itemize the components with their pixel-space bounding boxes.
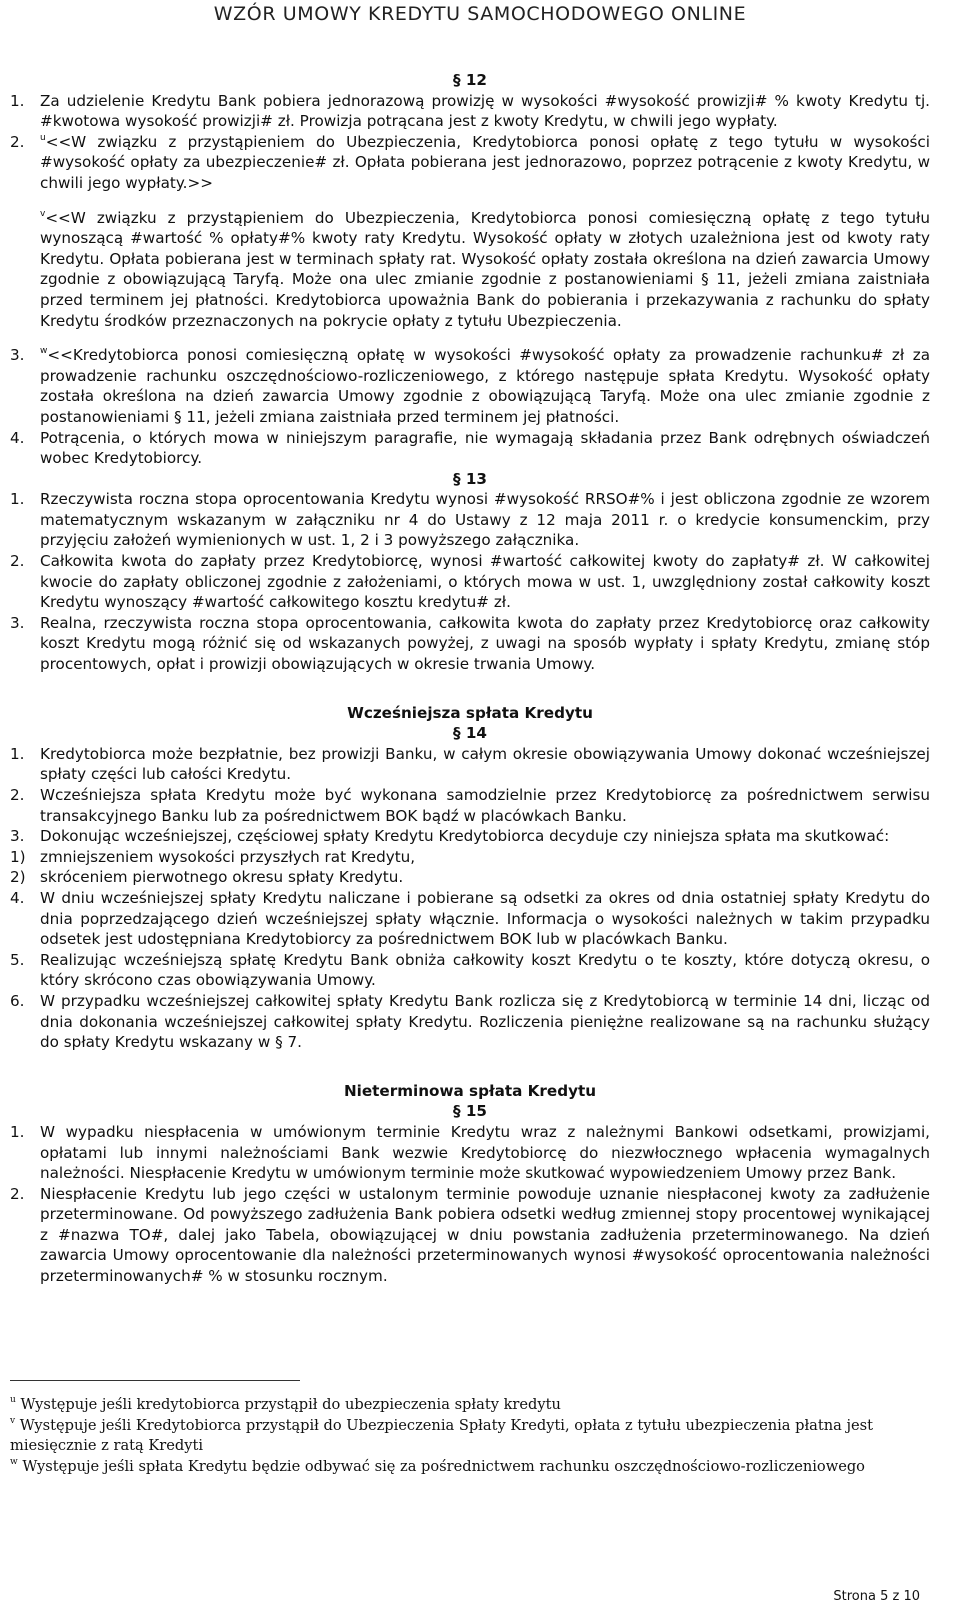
s13-item-3: 3. Realna, rzeczywista roczna stopa oprocentowania, całkowita kwota do zapłaty przez Kredytobiorcę oraz całkowity koszt Kredytu mogą różnić się od wskazanych powyżej, z uwagi na sposób wypłaty i spłaty Kredytu, zmianę stóp procentowych, opłat i prowizji obowiązujących w okresie trwania Umowy. bbox=[10, 613, 930, 674]
s15-item-2: 2. Niespłacenie Kredytu lub jego części w ustalonym terminie powoduje uznanie niespłaconej kwoty za zadłużenie przeterminowane. Od powyższego zadłużenia Bank pobiera odsetki według zmiennej stopy procentowej wynikającej z #nazwa TO#, dalej jako Tabela, obowiązującej w dniu powstania zadłużenia przeterminowanego. Na dzień zawarcia Umowy oprocentowanie dla należności przeterminowanych wynosi #wysokość oprocentowania należności przeterminowanych# % w stosunku rocznym. bbox=[10, 1184, 930, 1286]
s14-item-4: 4. W dniu wcześniejszej spłaty Kredytu naliczane i pobierane są odsetki za okres od dnia ostatniej spłaty Kredytu do dnia poprzedzającego dzień wcześniejszej spłaty włącznie. Informacja o wysokości należnych w takim przypadku odsetek jest udostępniana Kredytobiorcy za pośrednictwem BOK lub w placówkach Banku. bbox=[10, 888, 930, 949]
s15-item-1: 1. W wypadku niespłacenia w umówionym terminie Kredytu wraz z należnymi Bankowi odsetkami, prowizjami, opłatami lub innymi należnościami Bank wezwie Kredytobiorcę do niezwłocznego wpłacenia wymagalnych należności. Niespłacenie Kredytu w umówionym terminie może skutkować wypowiedzeniem Umowy przez Bank. bbox=[10, 1122, 930, 1183]
s14-item-2: 2. Wcześniejsza spłata Kredytu może być wykonana samodzielnie przez Kredytobiorcę za pośrednictwem serwisu transakcyjnego Banku lub za pośrednictwem BOK bądź w placówkach Banku. bbox=[10, 786, 930, 825]
section-12-heading: § 12 bbox=[452, 71, 488, 89]
s14-item-5: 5. Realizując wcześniejszą spłatę Kredytu Bank obniża całkowity koszt Kredytu o te koszty, które dotyczą okresu, o który skrócono czas obowiązywania Umowy. bbox=[10, 950, 930, 990]
s14-item-1: 1. Kredytobiorca może bezpłatnie, bez prowizji Banku, w całym okresie obowiązywania Umowy dokonać wcześniejszej spłaty części lub całości Kredytu. bbox=[10, 744, 930, 784]
s12-item-4: 4. Potrącenia, o których mowa w niniejszym paragrafie, nie wymagają składania przez Bank odrębnych oświadczeń wobec Kredytobiorcy. bbox=[10, 428, 930, 468]
footnote-w: $^w$ Występuje jeśli spłata Kredytu będzie odbywać się za pośrednictwem rachunku oszczędnościowo-rozliczeniowego bbox=[10, 1456, 865, 1475]
page-number: Strona 5 z 10 bbox=[833, 1589, 920, 1604]
section-14-title: Wcześniejsza spłata Kredytu bbox=[347, 703, 593, 722]
footnotes bbox=[10, 1395, 910, 1477]
document-body bbox=[10, 70, 930, 1287]
s12-item-2-variant: $^v$<<W związku z przystąpieniem do Ubezpieczenia, Kredytobiorca ponosi comiesięczną opłatę z tego tytułu wynoszącą #wartość % opłaty#% kwoty raty Kredytu. Wysokość opłaty w złotych uzależniona jest od kwoty raty Kredytu. Opłata pobierana jest w terminach spłaty rat. Wysokość opłaty została określona na dzień zawarcia Umowy zgodnie z obowiązującą Taryfą. Może ona ulec zmianie zgodnie z postanowieniami § 11, jeżeli zmiana zaistniała przed terminem jej płatności. Kredytobiorca upoważnia Bank do pobierania i przekazywania z rachunku do spłaty Kredytu środków przeznaczonych na pokrycie opłaty z tytułu Ubezpieczenia. bbox=[40, 208, 930, 330]
document-header: WZÓR UMOWY KREDYTU SAMOCHODOWEGO ONLINE bbox=[213, 3, 747, 25]
section-13-heading: § 13 bbox=[452, 469, 488, 488]
footnote-separator bbox=[10, 1380, 300, 1381]
section-15-title: Nieterminowa spłata Kredytu bbox=[343, 1081, 597, 1100]
s14-item-3-sub-2: 2) skróceniem pierwotnego okresu spłaty Kredytu. bbox=[10, 868, 404, 887]
s13-item-2: 2. Całkowita kwota do zapłaty przez Kredytobiorcę, wynosi #wartość całkowitej kwoty do zapłaty# zł. W całkowitej kwocie do zapłaty obliczonej zgodnie z założeniami, o których mowa w ust. 1, uwzględniony został całkowity koszt Kredytu wynoszący #wartość całkowitego kosztu kredytu# zł. bbox=[10, 552, 930, 612]
footnote-v: $^v$ Występuje jeśli Kredytobiorca przystąpił do Ubezpieczenia Spłaty Kredyti, opłata z tytułu ubezpieczenia płatna jest miesięcznie z ratą Kredyti bbox=[10, 1415, 873, 1455]
s12-item-3: 3. $^w$<<Kredytobiorca ponosi comiesięczną opłatę w wysokości #wysokość opłaty za prowadzenie rachunku# zł za prowadzenie rachunku oszczędnościowo-rozliczeniowego, z którego następuje spłata Kredytu. Wysokość opłaty została określona na dzień zawarcia Umowy zgodnie z obowiązującą Taryfą. Może ona ulec zmianie zgodnie z postanowieniami § 11, jeżeli zmiana zaistniała przed terminem jej płatności. bbox=[10, 346, 930, 426]
s14-item-6: 6. W przypadku wcześniejszej całkowitej spłaty Kredytu Bank rozlicza się z Kredytobiorcą w terminie 14 dni, licząc od dnia dokonania wcześniejszej całkowitej spłaty Kredytu. Rozliczenia pieniężne realizowane są na rachunku służący do spłaty Kredytu wskazany w § 7. bbox=[10, 991, 930, 1052]
s12-item-2: 2. $^u$<<W związku z przystąpieniem do Ubezpieczenia, Kredytobiorca ponosi opłatę z tego tytułu w wysokości #wysokość opłaty za ubezpieczenie# zł. Opłata pobierana jest jednorazowo, poprzez potrącenie z kwoty Kredytu, w chwili jego wypłaty.>> bbox=[10, 132, 930, 192]
s14-item-3: 3. Dokonując wcześniejszej, częściowej spłaty Kredytu Kredytobiorca decyduje czy niniejsza spłata ma skutkować: 1) zmniejszeniem wysokości przyszłych rat Kredytu, 2) skróceniem pierwotnego okresu spłaty Kredytu. bbox=[10, 826, 930, 888]
section-15-heading: § 15 bbox=[452, 1102, 488, 1121]
s12-item-1: 1. Za udzielenie Kredytu Bank pobiera jednorazową prowizję w wysokości #wysokość prowizji# % kwoty Kredytu tj. #kwotowa wysokość prowizji# zł. Prowizja potrącana jest z kwoty Kredytu, w chwili jego wypłaty. bbox=[10, 91, 930, 131]
s14-item-3-sub-1: 1) zmniejszeniem wysokości przyszłych rat Kredytu, bbox=[10, 847, 416, 866]
section-14-heading: § 14 bbox=[452, 724, 488, 743]
s13-item-1: 1. Rzeczywista roczna stopa oprocentowania Kredytu wynosi #wysokość RRSO#% i jest obliczona zgodnie ze wzorem matematycznym wskazanym w załączniku nr 4 do Ustawy z 12 maja 2011 r. o kredycie konsumenckim, przy przyjęciu założeń wymienionych w ust. 1, 2 i 3 powyższego załącznika. bbox=[10, 490, 930, 550]
footnote-u: $^u$ Występuje jeśli kredytobiorca przystąpił do ubezpieczenia spłaty kredytu bbox=[10, 1395, 561, 1413]
